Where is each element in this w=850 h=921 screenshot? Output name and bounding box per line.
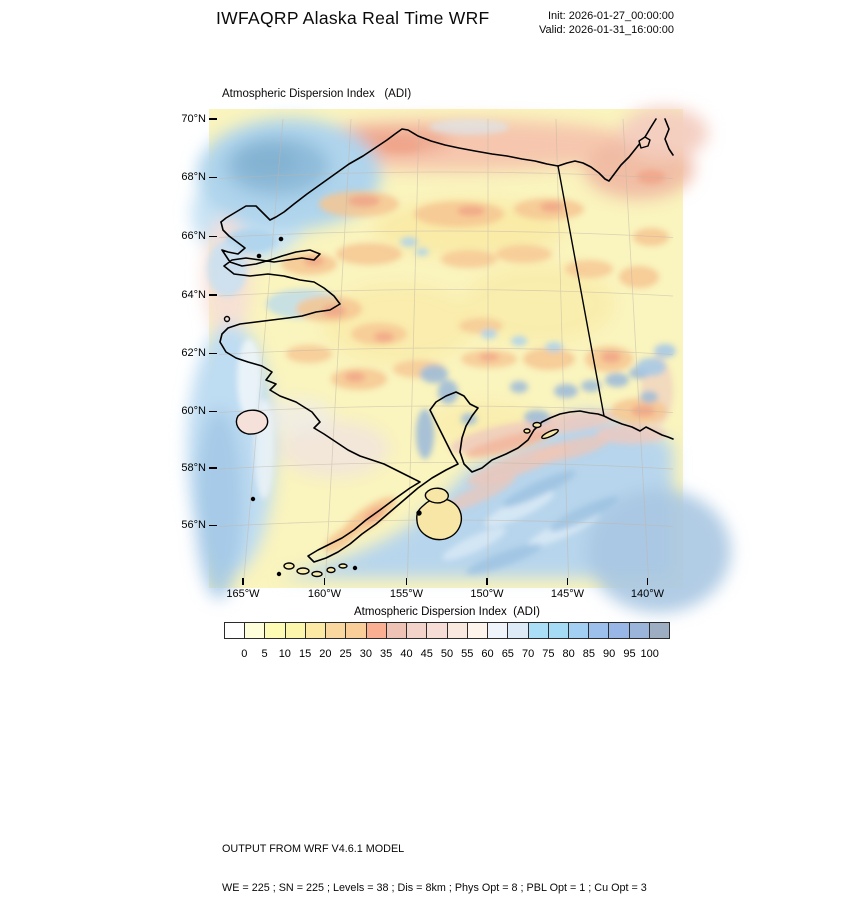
colorbar-tick-label: 80 — [562, 648, 575, 660]
colorbar-tick-label: 65 — [501, 648, 514, 660]
lat-tick — [209, 525, 217, 527]
field-title: Atmospheric Dispersion Index (ADI) — [222, 88, 412, 100]
colorbar-tick-label: 15 — [298, 648, 312, 660]
colorbar-cell — [447, 622, 468, 639]
lon-tick — [567, 578, 569, 585]
lon-tick-label: 155°W — [389, 588, 424, 600]
lat-tick-label: 64°N — [181, 288, 206, 301]
colorbar-tick-label: 25 — [339, 648, 352, 660]
colorbar-tick-label: 50 — [440, 648, 454, 660]
lat-tick — [209, 118, 217, 120]
lat-tick — [209, 294, 217, 296]
model-info-line2: WE = 225 ; SN = 225 ; Levels = 38 ; Dis = 8km ; Phys Opt = 8 ; PBL Opt = 1 ; Cu Opt = 3 — [222, 882, 647, 894]
lon-tick — [486, 578, 488, 585]
lat-tick-label: 60°N — [181, 405, 206, 417]
lat-tick-label: 62°N — [181, 347, 206, 359]
lat-tick — [209, 411, 217, 413]
colorbar-tick-label: 45 — [420, 648, 433, 660]
lon-tick-label: 145°W — [550, 588, 585, 600]
lon-tick — [242, 578, 244, 585]
model-info-line1: OUTPUT FROM WRF V4.6.1 MODEL — [222, 843, 405, 855]
colorbar-cell — [285, 622, 306, 639]
colorbar-cell — [629, 622, 650, 639]
colorbar-tick-label: 20 — [319, 648, 332, 660]
colorbar — [224, 622, 670, 639]
lat-tick-label: 58°N — [181, 461, 206, 474]
lat-tick — [209, 467, 217, 469]
colorbar-cell — [426, 622, 447, 639]
lat-tick — [209, 177, 217, 179]
colorbar-cell — [406, 622, 427, 639]
colorbar-cell — [649, 622, 670, 639]
colorbar-tick-label: 10 — [278, 648, 291, 660]
colorbar-tick-label: 100 — [640, 648, 659, 660]
lat-tick — [209, 236, 217, 238]
valid-timestamp: Valid: 2026-01-31_16:00:00 — [539, 23, 674, 36]
lat-tick-label: 70°N — [181, 112, 206, 125]
colorbar-cell — [608, 622, 629, 639]
lat-tick-label: 56°N — [181, 519, 206, 531]
colorbar-cell — [507, 622, 528, 639]
model-info — [222, 817, 647, 921]
colorbar-tick-label: 70 — [521, 648, 535, 660]
colorbar-cell — [224, 622, 245, 639]
plot-title: IWFAQRP Alaska Real Time WRF — [216, 8, 490, 28]
run-timestamps — [539, 10, 674, 37]
colorbar-cell — [325, 622, 346, 639]
colorbar-tick-label: 35 — [380, 648, 393, 660]
colorbar-cell — [366, 622, 387, 639]
colorbar-cell — [568, 622, 589, 639]
colorbar-cell — [244, 622, 265, 639]
lon-tick-label: 160°W — [307, 588, 342, 600]
lat-tick-label: 68°N — [181, 171, 206, 183]
colorbar-tick-label: 75 — [542, 648, 555, 660]
lat-tick-label: 66°N — [181, 230, 206, 242]
colorbar-cell — [487, 622, 508, 639]
colorbar-tick-label: 95 — [623, 648, 636, 660]
lon-tick — [647, 578, 649, 585]
lon-tick — [406, 578, 408, 585]
adi-contour-map — [219, 119, 673, 578]
colorbar-cell — [467, 622, 488, 639]
colorbar-tick-label: 85 — [582, 648, 596, 660]
colorbar-cell — [386, 622, 407, 639]
colorbar-axis-label: Atmospheric Dispersion Index (ADI) — [354, 606, 540, 618]
colorbar-cell — [345, 622, 366, 639]
map-frame — [218, 118, 674, 579]
colorbar-cell — [264, 622, 285, 639]
lon-tick — [324, 578, 326, 585]
colorbar-cell — [528, 622, 549, 639]
lon-tick-label: 150°W — [470, 588, 504, 600]
colorbar-tick-label: 5 — [261, 648, 268, 660]
colorbar-cell — [548, 622, 569, 639]
colorbar-tick-label: 0 — [241, 648, 248, 660]
colorbar-tick-label: 30 — [359, 648, 373, 660]
lon-tick-label: 165°W — [226, 588, 260, 600]
colorbar-tick-label: 90 — [603, 648, 616, 660]
colorbar-tick-label: 55 — [461, 648, 474, 660]
colorbar-cell — [305, 622, 326, 639]
colorbar-cell — [588, 622, 609, 639]
lat-tick — [209, 353, 217, 355]
lon-tick-label: 140°W — [630, 588, 665, 600]
init-timestamp: Init: 2026-01-27_00:00:00 — [548, 10, 674, 22]
colorbar-tick-label: 40 — [400, 648, 413, 660]
colorbar-tick-label: 60 — [481, 648, 494, 660]
